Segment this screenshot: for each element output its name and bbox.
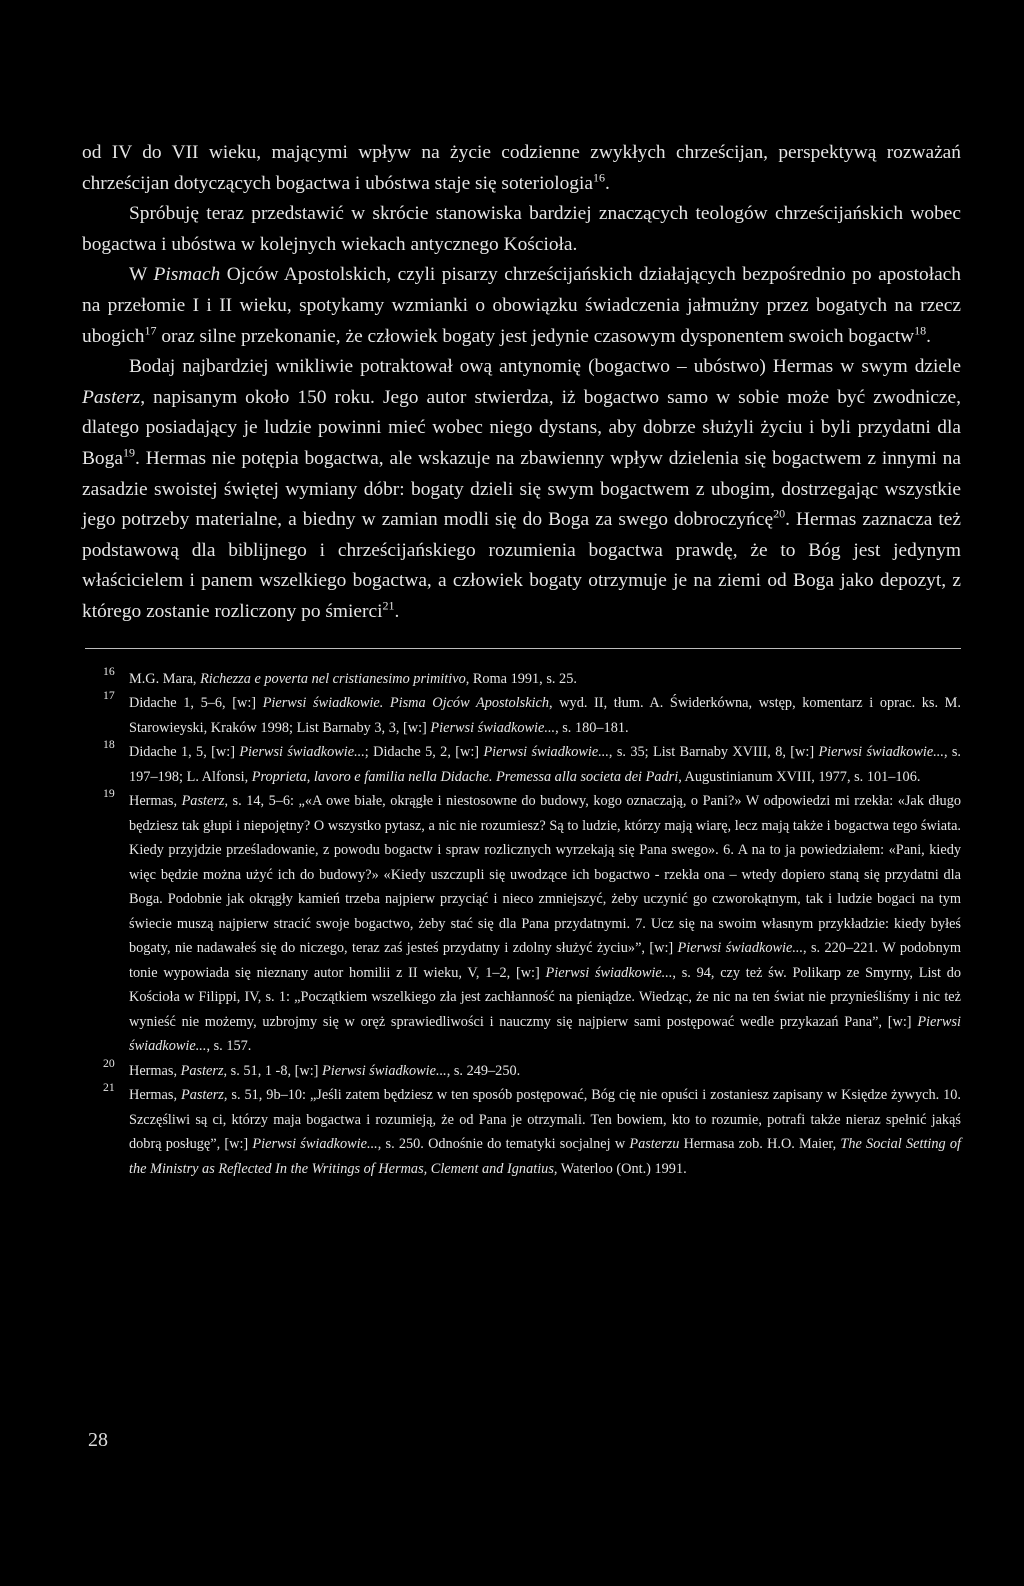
text-run: Hermas, xyxy=(129,1087,181,1103)
footnote-reference: 21 xyxy=(382,598,395,613)
footnote-text xyxy=(129,793,961,1054)
footnotes xyxy=(103,664,962,1182)
text-run: , s. 157. xyxy=(206,1038,252,1054)
text-run: , s. 94, czy też św. Polikarp ze Smyrny, List do Kościoła w Filippi, IV, s. 1: „Początkiem wszelkiego zła jest zachłanność na pieniądze. Wiedząc, że nic na ten świat nie przynieśliśmy i nic też wynieść nie możemy, uzbrojmy się w oręż sprawiedliwości i nauczmy się najpierw sami postępować wedle przykazań Pana”, [w:] xyxy=(129,964,961,1030)
page-content xyxy=(82,138,961,1181)
text-run: Bodaj najbardziej wnikliwie potraktował ową antynomię (bogactwo – ubóstwo) Hermas w swym dziele xyxy=(129,356,961,378)
text-run: M.G. Mara, xyxy=(129,670,201,687)
footnote-text xyxy=(129,1087,961,1177)
text-run: , s. 197–198; L. Alfonsi, xyxy=(129,744,962,785)
italic-text: Pierwsi świadkowie... xyxy=(677,940,804,956)
text-run: , s. 220–221. W podobnym tonie wypowiada się nieznany autor homilii z II wieku, V, 1–2, [w:] xyxy=(129,940,961,981)
italic-text: Pierwsi świadkowie... xyxy=(818,744,944,760)
footnote xyxy=(103,664,961,692)
footnote-reference: 16 xyxy=(592,170,605,185)
text-run: Didache 1, 5–6, [w:] xyxy=(129,695,263,711)
text-run: , s. 14, 5–6: „«A owe białe, okrągłe i niestosowne do budowy, kogo oznaczają, o Pani?» W odpowiedzi mi rzekła: «Jak długo będziesz tak głupi i niepojętny? O wszystko pytasz, a nic nie rozumiesz? Są to ludzie, którzy mają wiarę, lecz mają także i bogactwa tego świata. Kiedy przyjdzie prześladowanie, z powodu bogactw i spraw rozlicznych wyrzekają się Pana swego». 6. A na to ja powiedziałem: «Pani, kiedy więc będzie można użyć ich do budowy?» «Kiedy uszczupli się uwodzące ich bogactwo - rzekła ona – wtedy dopiero staną się przydatni dla Boga. Podobnie jak okrągły kamień trzeba najpierw przyciąć i nieco zmniejszyć, żeby uczynić go czworokątnym, tak i ludzie bogaci na tym świecie muszą najpierw stracić swoje bogactwo, żeby stać się dla Pana przydatnymi. 7. Ucz się na swoim własnym przykładzie: kiedy byłeś bogaty, nie nadawałeś się do niczego, teraz zaś jesteś przydatny i zdolny służyć życiu»”, [w:] xyxy=(129,793,961,956)
footnote-number: 17 xyxy=(103,689,115,702)
footnote xyxy=(103,1083,961,1181)
text-run: , s. 249–250. xyxy=(446,1062,521,1079)
footnote-separator xyxy=(85,648,961,649)
italic-text: The Social Setting of the Ministry as Reflected In the Writings of Hermas, Clement and Ignatius xyxy=(129,1136,962,1177)
italic-text: Richezza e poverta nel cristianesimo primitivo xyxy=(200,670,466,687)
italic-text: Pasterzu xyxy=(629,1136,680,1152)
italic-text: Proprieta, lavoro e familia nella Didache. Premessa alla societa dei Padri xyxy=(251,768,679,785)
text-run: , s. 35; List Barnaby XVIII, 8, [w:] xyxy=(608,744,819,760)
text-run: Hermasa zob. H.O. Maier, xyxy=(679,1136,841,1152)
text-run: od IV do VII wieku, mającymi wpływ na życie codzienne zwykłych chrześcijan, perspektywą rozważań chrześcijan dotyczących bogactwa i ubóstwa staje się soteriologia xyxy=(82,142,961,194)
footnote-text xyxy=(129,744,961,785)
text-run: Ojców Apostolskich, czyli pisarzy chrześcijańskich działających bezpośrednio po apostołach na przełomie I i II wieku, spotykamy wzmianki o obowiązku świadczenia jałmużny przez bogatych na rzecz ubogich xyxy=(82,264,961,347)
text-run: , s. 250. Odnośnie do tematyki socjalnej w xyxy=(377,1136,630,1152)
text-run: . xyxy=(394,600,400,622)
italic-text: Pismach xyxy=(153,264,221,286)
text-run: , napisanym około 150 roku. Jego autor stwierdza, iż bogactwo samo w sobie może być zwodnicze, dlatego posiadający je ludzie powinni mieć wobec niego dystans, aby dobrze służyli życiu i byli przydatni dla Boga xyxy=(82,386,961,469)
footnote-number: 21 xyxy=(103,1081,115,1094)
page-number: 28 xyxy=(88,1429,108,1451)
footnote-number: 18 xyxy=(103,738,115,751)
footnote-number: 19 xyxy=(103,787,115,800)
italic-text: Pasterz xyxy=(82,386,141,408)
text-run: W xyxy=(129,264,154,286)
italic-text: Pierwsi świadkowie... xyxy=(239,744,365,760)
italic-text: Pierwsi świadkowie... xyxy=(483,744,609,760)
paragraph xyxy=(82,199,961,260)
footnote-text xyxy=(129,671,577,687)
italic-text: Pasterz xyxy=(180,1062,224,1079)
text-run: ; Didache 5, 2, [w:] xyxy=(364,744,484,760)
text-run: , s. 51, 1 -8, [w:] xyxy=(223,1062,323,1079)
text-run: , s. 180–181. xyxy=(555,719,629,736)
text-run: , wyd. II, tłum. A. Świderkówna, wstęp, komentarz i oprac. ks. M. Starowieyski, Kraków 1998; List Barnaby 3, 3, [w:] xyxy=(129,695,961,736)
paragraph xyxy=(82,138,961,199)
footnote xyxy=(103,740,961,789)
italic-text: Pierwsi świadkowie. Pisma Ojców Apostolskich xyxy=(262,695,550,711)
footnote-reference: 19 xyxy=(122,445,135,460)
footnote-text xyxy=(129,695,961,736)
italic-text: Pierwsi świadkowie... xyxy=(252,1136,378,1152)
text-run: Hermas, xyxy=(129,1062,181,1079)
main-text xyxy=(82,138,961,628)
text-run: . Hermas zaznacza też podstawową dla biblijnego i chrześcijańskiego rozumienia bogactwa prawdę, że to Bóg jest jedynym właścicielem i panem wszelkiego bogactwa, a człowiek bogaty otrzymuje je na ziemi od Boga jako depozyt, z którego zostanie rozliczony po śmierci xyxy=(82,509,961,622)
paragraph xyxy=(82,260,961,352)
footnote-text xyxy=(129,1063,520,1079)
footnote-reference: 17 xyxy=(144,323,157,338)
text-run: , Waterloo (Ont.) 1991. xyxy=(553,1160,687,1177)
text-run: . xyxy=(604,172,610,194)
footnote-reference: 18 xyxy=(914,323,927,338)
paragraph xyxy=(82,352,961,627)
footnote xyxy=(103,1056,961,1084)
text-run: . Hermas nie potępia bogactwa, ale wskazuje na zbawienny wpływ dzielenia się bogactwem z innymi na zasadzie swoistej świętej wymiany dóbr: bogaty dzieli się swym bogactwem z ubogim, dostrzegając wszystkie jego potrzeby materialne, a biedny w zamian modli się do Boga za swego dobroczyńcę xyxy=(82,447,961,531)
italic-text: Pierwsi świadkowie... xyxy=(129,1013,961,1054)
text-run: oraz silne przekonanie, że człowiek bogaty jest jedynie czasowym dysponentem swoich bogactw xyxy=(156,325,915,347)
italic-text: Pierwsi świadkowie... xyxy=(430,719,556,736)
italic-text: Pasterz xyxy=(180,1087,224,1103)
footnote-number: 20 xyxy=(103,1056,115,1070)
italic-text: Pasterz xyxy=(181,793,225,809)
footnote xyxy=(103,789,961,1059)
text-run: , Augustinianum XVIII, 1977, s. 101–106. xyxy=(678,768,921,785)
text-run: , Roma 1991, s. 25. xyxy=(465,670,577,687)
italic-text: Pierwsi świadkowie... xyxy=(545,964,673,981)
footnote xyxy=(103,691,961,740)
text-run: . xyxy=(926,325,931,347)
text-run: Didache 1, 5, [w:] xyxy=(129,744,240,760)
text-run: Hermas, xyxy=(129,793,182,809)
footnote-number: 16 xyxy=(103,664,115,678)
footnote-reference: 20 xyxy=(773,506,786,521)
italic-text: Pierwsi świadkowie... xyxy=(322,1062,447,1079)
text-run: , s. 51, 9b–10: „Jeśli zatem będziesz w ten sposób postępować, Bóg cię nie opuści i zostaniesz zapisany w Księdze żywych. 10. Szczęśliwi są ci, którzy maja bogactwa i rozumieją, że od Pana je otrzymali. Ten bowiem, kto to rozumie, potrafi także nieraz spełnić jakąś dobrą posługę”, [w:] xyxy=(129,1087,961,1152)
text-run: Spróbuję teraz przedstawić w skrócie stanowiska bardziej znaczących teologów chrześcijańskich wobec bogactwa i ubóstwa w kolejnych wiekach antycznego Kościoła. xyxy=(82,203,961,255)
